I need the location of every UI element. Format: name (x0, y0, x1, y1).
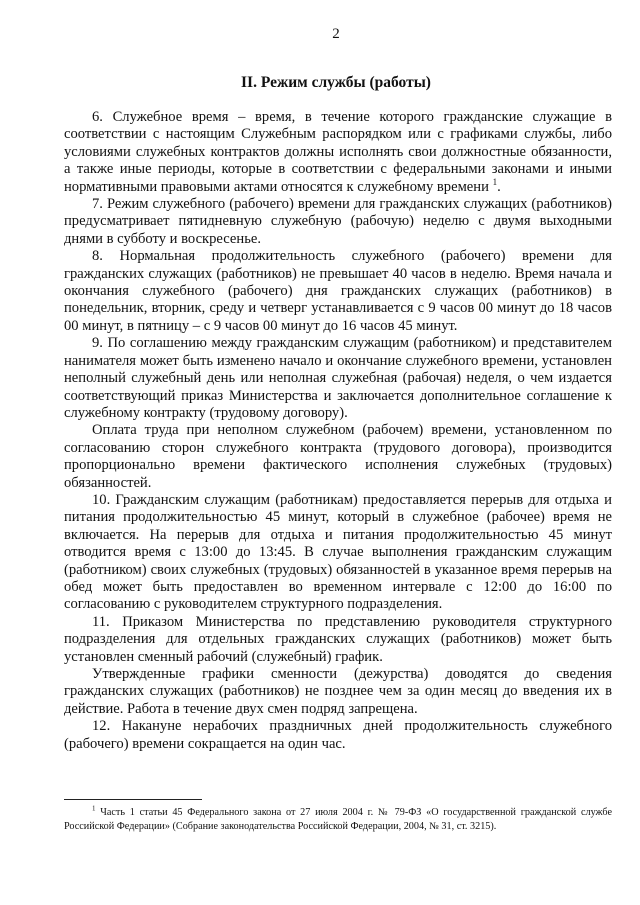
page-number: 2 (332, 26, 340, 42)
footnote-reference[interactable]: 1 (492, 176, 498, 187)
paragraph-6-text: 6. Служебное время – время, в течение которого гражданские служащие в соответствии с настоящим Служебным распорядком или с графиками службы, либо условиями служебных контрактов должны исполнять свои должностные обязанности, а также иные периоды, которые в соответствии с федеральными законами и иными нормативными правовыми актами относятся к служебному времени (64, 109, 612, 195)
paragraph-9: 9. По соглашению между гражданским служащим (работником) и представителем нанимателя может быть изменено начало и окончание служебного времени, установлен неполный служебный день или неполная служебная (рабочая) неделя, о чем издается соответствующий приказ Министерства и заключается дополнительное соглашение к служебному контракту (трудовому договору). (64, 335, 612, 421)
paragraph-6-tail: . (497, 178, 501, 195)
paragraph-9-payment: Оплата труда при неполном служебном (рабочем) времени, установленном по согласованию сторон служебного контракта (трудового договора), производится пропорционально времени фактического исполнения служебных (трудовых) обязанностей. (64, 422, 612, 491)
paragraph-7: 7. Режим служебного (рабочего) времени для гражданских служащих (работников) предусматривает пятидневную служебную (рабочую) неделю с двумя выходными днями в субботу и воскресенье. (64, 196, 612, 247)
paragraph-11-schedules: Утвержденные графики сменности (дежурства) доводятся до сведения гражданских служащих (работников) не позднее чем за один месяц до введения их в действие. Работа в течение двух смен подряд запрещена. (64, 666, 612, 717)
paragraph-8: 8. Нормальная продолжительность служебного (рабочего) времени для гражданских служащих (работников) не превышает 40 часов в неделю. Время начала и окончания служебного (рабочего) дня гражданских служащих (работников) в понедельник, вторник, среду и четверг устанавливается с 9 часов 00 минут до 18 часов 00 минут, в пятницу – с 9 часов 00 минут до 16 часов 45 минут. (64, 248, 612, 334)
footnote (64, 806, 612, 834)
footnote-text: Часть 1 статьи 45 Федерального закона от 27 июля 2004 г. № 79-ФЗ «О государственной гражданской службе Российской Федерации» (Собрание законодательства Российской Федерации, 2004, № 31, ст. 3215). (64, 807, 613, 832)
footnote-mark: 1 (92, 804, 96, 813)
document-body (64, 109, 612, 753)
paragraph-6 (64, 109, 612, 196)
paragraph-11: 11. Приказом Министерства по представлению руководителя структурного подразделения для отдельных гражданских служащих (работников) может быть установлен сменный рабочий (служебный) график. (64, 613, 612, 665)
footnote-divider (64, 799, 202, 800)
paragraph-10: 10. Гражданским служащим (работникам) предоставляется перерыв для отдыха и питания продолжительностью 45 минут, который в служебное (рабочее) время не включается. На перерыв для отдыха и питания продолжительностью 45 минут отводится время с 13:00 до 13:45. В случае выполнения гражданским служащим (работником) своих служебных (трудовых) обязанностей в указанное время перерыв на обед может быть предоставлен во временном интервале с 12:00 до 16:00 по согласованию с руководителем структурного подразделения. (64, 491, 612, 613)
paragraph-12: 12. Накануне нерабочих праздничных дней продолжительность служебного (рабочего) времени сокращается на один час. (64, 718, 612, 752)
section-title: II. Режим службы (работы) (241, 74, 431, 91)
